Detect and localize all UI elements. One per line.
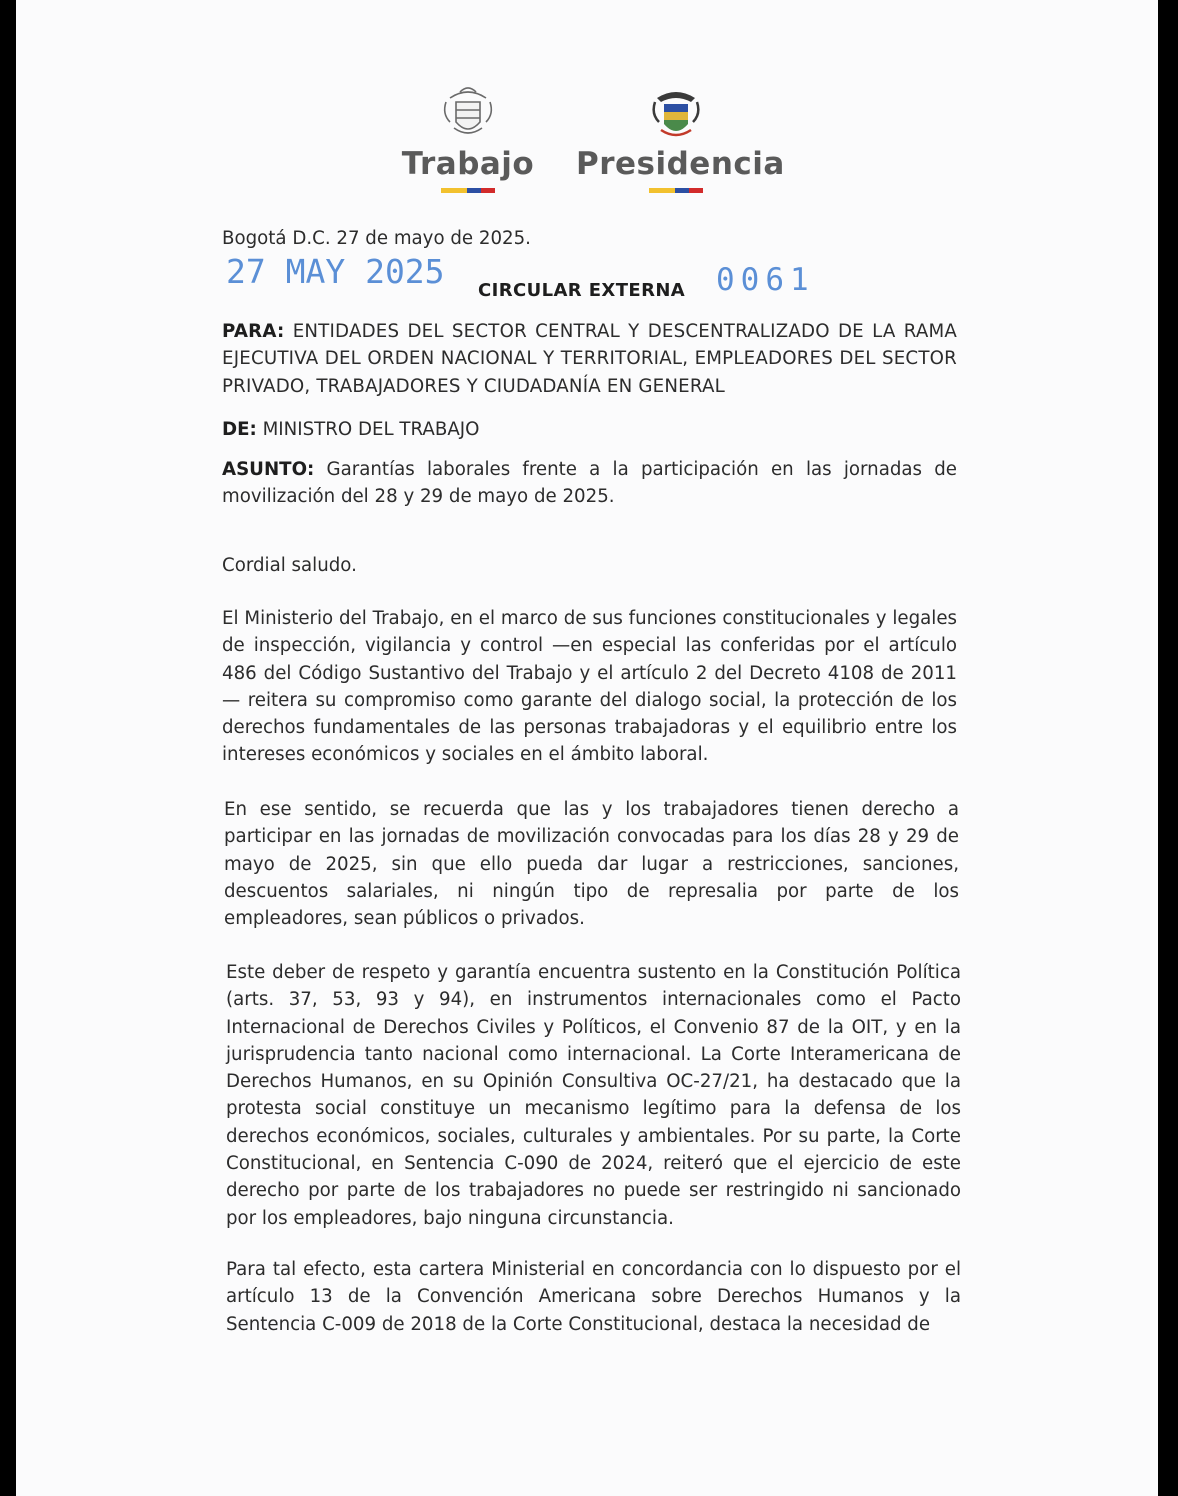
paragraph-1: El Ministerio del Trabajo, en el marco de sus funciones constitucionales y legales de inspección, vigilancia y control —en especial las conferidas por el artículo 486 del Código Sustantivo del Trabajo y el artículo 2 del Decreto 4108 de 2011— reitera su compromiso como garante del dialogo social, la protección de los derechos fundamentales de las personas trabajadoras y el equilibrio entre los intereses económicos y sociales en el ámbito laboral.	[222, 608, 957, 766]
para-text: ENTIDADES DEL SECTOR CENTRAL Y DESCENTRALIZADO DE LA RAMA EJECUTIVA DEL ORDEN NACIONAL Y TERRITORIAL, EMPLEADORES DEL SECTOR PRIVADO, TRABAJADORES Y CIUDADANÍA EN GENERAL	[222, 321, 958, 397]
flag-bar	[396, 188, 540, 193]
paragraph-4: Para tal efecto, esta cartera Ministerial en concordancia con lo dispuesto por el artículo 13 de la Convención Americana sobre Derechos Humanos y la Sentencia C-009 de 2018 de la Corte Constitucional, destaca la necesidad de	[226, 1259, 961, 1335]
date-line: Bogotá D.C. 27 de mayo de 2025.	[222, 228, 531, 249]
paragraph-2: En ese sentido, se recuerda que las y los trabajadores tienen derecho a participar en las jornadas de movilización convocadas para los días 28 y 29 de mayo de 2025, sin que ello pueda dar lugar a restricciones, sanciones, descuentos salariales, ni ningún tipo de represalia por parte de los empleadores, sean públicos o privados.	[224, 799, 959, 930]
coat-of-arms-color-icon	[651, 88, 701, 142]
de-text: MINISTRO DEL TRABAJO	[262, 419, 480, 440]
circular-number-stamp: 0061	[716, 262, 815, 298]
de-label: DE:	[222, 419, 257, 440]
de-block	[222, 416, 957, 443]
flag-bar	[576, 188, 776, 193]
para-block	[222, 318, 957, 400]
coat-of-arms-icon	[440, 84, 496, 142]
date-stamp: 27 MAY 2025	[226, 252, 445, 291]
asunto-label: ASUNTO:	[222, 459, 315, 480]
asunto-block	[222, 456, 957, 511]
logo-trabajo-text: Trabajo	[401, 146, 535, 182]
trabajo-logo	[396, 84, 540, 193]
asunto-text: Garantías laborales frente a la participación en las jornadas de movilización del 28 y 29 de mayo de 2025.	[222, 459, 957, 508]
document-page	[16, 0, 1158, 1496]
greeting: Cordial saludo.	[222, 555, 357, 576]
document-title: CIRCULAR EXTERNA	[478, 280, 686, 301]
logo-presidencia-text: Presidencia	[576, 146, 785, 182]
paragraph-3: Este deber de respeto y garantía encuentra sustento en la Constitución Política (arts. 37, 53, 93 y 94), en instrumentos internacionales como el Pacto Internacional de Derechos Civiles y Políticos, el Convenio 87 de la OIT, y en la jurisprudencia tanto nacional como internacional. La Corte Interamericana de Derechos Humanos, en su Opinión Consultiva OC-27/21, ha destacado que la protesta social constituye un mecanismo legítimo para la defensa de los derechos económicos, sociales, culturales y ambientales. Por su parte, la Corte Constitucional, en Sentencia C-090 de 2024, reiteró que el ejercicio de este derecho por parte de los trabajadores no puede ser restringido ni sancionado por los empleadores, bajo ninguna circunstancia.	[226, 962, 961, 1229]
presidencia-logo	[576, 88, 785, 193]
para-label: PARA:	[222, 321, 285, 342]
